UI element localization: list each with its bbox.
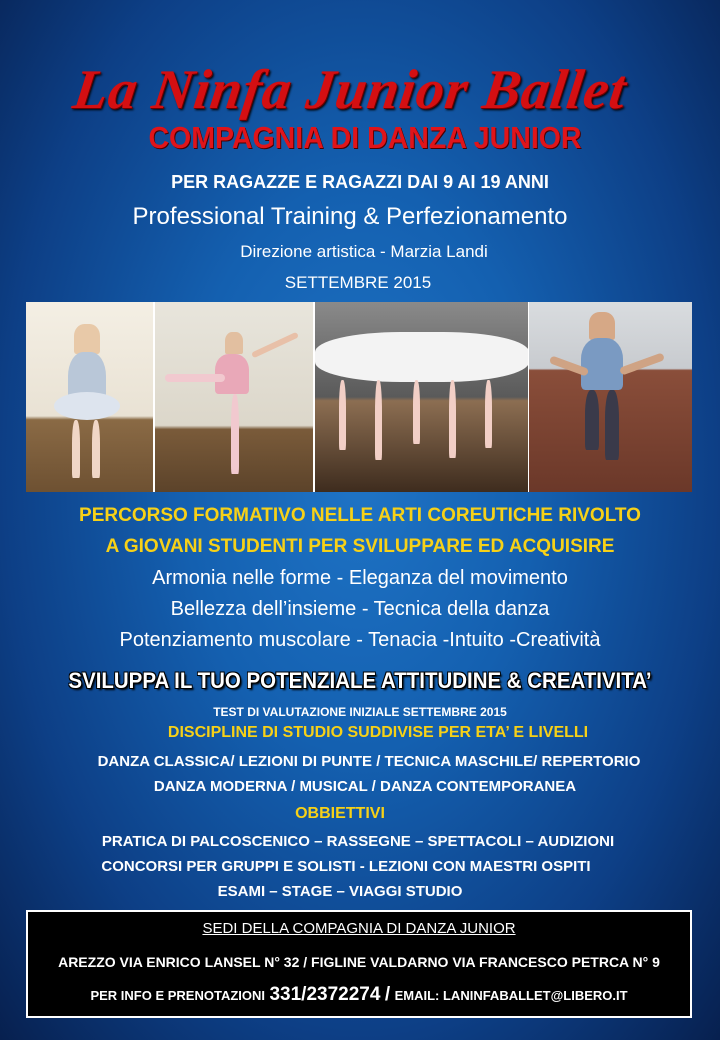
photo-strip [26,302,692,492]
locations-title: SEDI DELLA COMPAGNIA DI DANZA JUNIOR [202,920,516,937]
email-address[interactable]: EMAIL: LANINFABALLET@LIBERO.IT [394,988,628,1003]
training-line: Professional Training & Perfezionamento [132,203,568,230]
objectives-line-1: PRATICA DI PALCOSCENICO – RASSEGNE – SPETTACOLI – AUDIZIONI [101,833,615,850]
disciplines-line-1: DANZA CLASSICA/ LEZIONI DI PUNTE / TECNICA MASCHILE/ REPERTORIO [97,753,641,770]
values-line-3: Potenziamento muscolare - Tenacia -Intuito -Creatività [119,629,601,651]
date-line: SETTEMBRE 2015 [284,273,432,292]
script-title: La Ninfa Junior Ballet [69,59,631,121]
locations-address: AREZZO VIA ENRICO LANSEL N° 32 / FIGLINE VALDARNO VIA FRANCESCO PETRCA N° 9 [58,954,660,970]
training-path-line-1: PERCORSO FORMATIVO NELLE ARTI COREUTICHE RIVOLTO [79,505,641,526]
slogan: SVILUPPA IL TUO POTENZIALE ATTITUDINE & CREATIVITA’ [68,668,652,693]
values-line-1: Armonia nelle forme - Eleganza del movimento [152,567,568,589]
contact-info-line [28,984,690,1006]
young-ballerina-photo [26,302,153,492]
separator-slash: / [384,984,391,1005]
objectives-title: OBBIETTIVI [295,805,385,822]
contact-box [26,910,692,1018]
objectives-line-3: ESAMI – STAGE – VIAGGI STUDIO [217,883,463,900]
test-line: TEST DI VALUTAZIONE INIZIALE SETTEMBRE 2015 [213,705,507,719]
age-range-line: PER RAGAZZE E RAGAZZI DAI 9 AI 19 ANNI [171,172,549,192]
company-subtitle: COMPAGNIA DI DANZA JUNIOR [148,120,582,155]
phone-number[interactable]: 331/2372274 [269,984,381,1005]
artistic-direction-line: Direzione artistica - Marzia Landi [240,242,488,261]
disciplines-title: DISCIPLINE DI STUDIO SUDDIVISE PER ETA’ E LIVELLI [167,724,589,741]
disciplines-line-2: DANZA MODERNA / MUSICAL / DANZA CONTEMPORANEA [153,778,577,795]
arabesque-dancer-photo [155,302,314,492]
objectives-line-2: CONCORSI PER GRUPPI E SOLISTI - LEZIONI CON MAESTRI OSPITI [101,858,591,875]
pointe-dancers-photo [315,302,527,492]
training-path-line-2: A GIOVANI STUDENTI PER SVILUPPARE ED ACQUISIRE [105,536,615,557]
jumping-boy-photo [529,302,692,492]
values-line-2: Bellezza dell’insieme - Tecnica della danza [170,598,550,620]
info-label: PER INFO E PRENOTAZIONI [90,988,266,1003]
